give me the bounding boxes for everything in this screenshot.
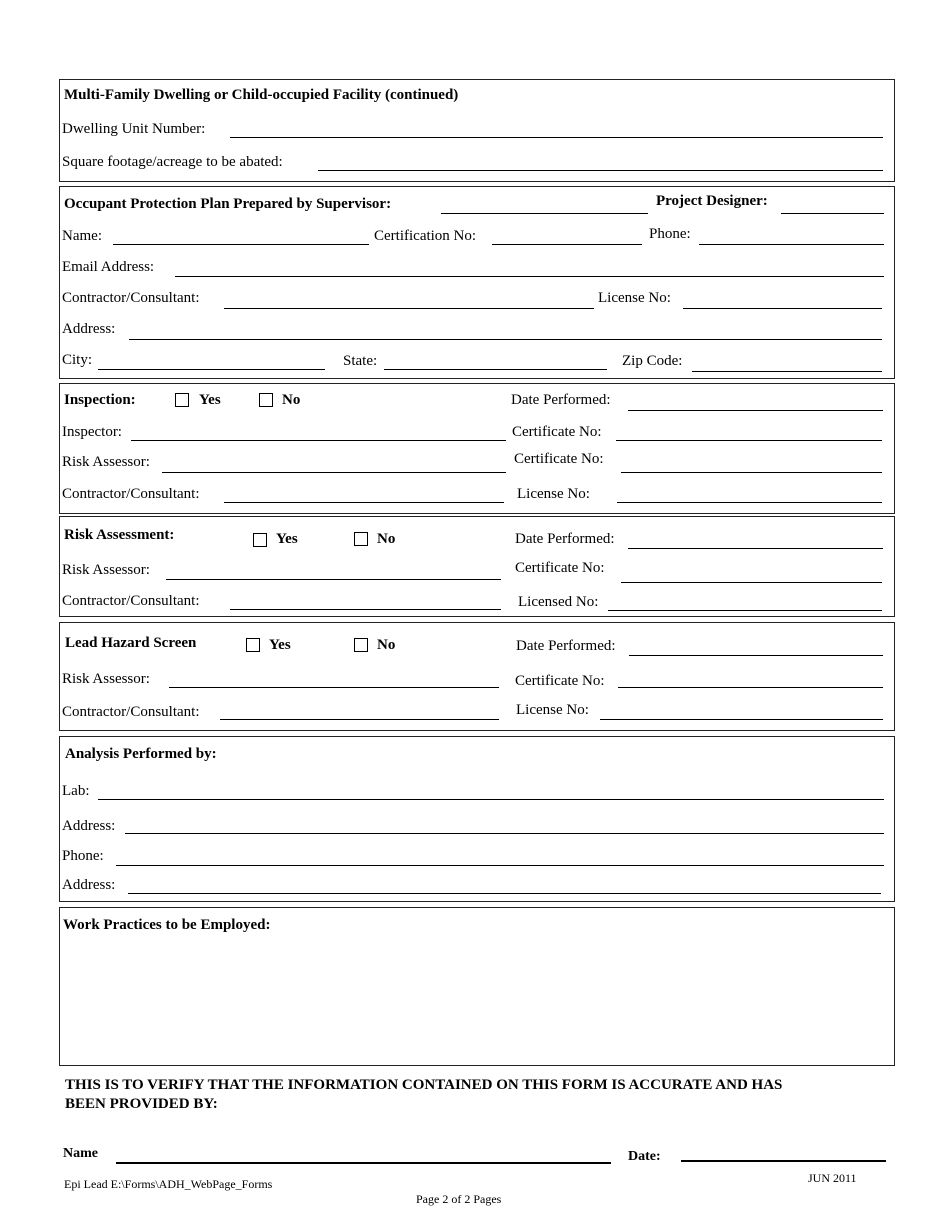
lead-cert-field[interactable] — [618, 687, 883, 688]
dwelling-unit-field[interactable] — [230, 137, 883, 138]
dwelling-unit-label: Dwelling Unit Number: — [62, 121, 206, 137]
risk-license-label: Licensed No: — [518, 594, 599, 610]
name-label: Name: — [62, 228, 102, 244]
email-label: Email Address: — [62, 259, 155, 275]
lead-license-label: License No: — [516, 702, 589, 718]
project-designer-field[interactable] — [781, 213, 884, 214]
state-field[interactable] — [384, 369, 607, 370]
risk-license-field[interactable] — [608, 610, 882, 611]
inspection-contractor-label: Contractor/Consultant: — [62, 486, 200, 502]
inspection-yes-checkbox[interactable] — [175, 393, 189, 407]
city-label: City: — [62, 352, 93, 368]
signature-name-field[interactable] — [116, 1162, 611, 1164]
supervisor-field[interactable] — [441, 213, 648, 214]
inspection-contractor-field[interactable] — [224, 502, 504, 503]
risk-yes-checkbox[interactable] — [253, 533, 267, 547]
contractor-field[interactable] — [224, 308, 594, 309]
lab-address-field[interactable] — [125, 833, 884, 834]
lab-field[interactable] — [98, 799, 884, 800]
address-label: Address: — [62, 321, 116, 337]
inspector-certificate-label: Certificate No: — [512, 424, 602, 440]
city-field[interactable] — [98, 369, 325, 370]
phone-field[interactable] — [699, 244, 884, 245]
lead-date-label: Date Performed: — [516, 638, 616, 654]
inspection-yes-label: Yes — [199, 392, 221, 408]
lead-risk-label: Risk Assessor: — [62, 671, 150, 687]
certification-label: Certification No: — [374, 228, 477, 244]
contractor-label: Contractor/Consultant: — [62, 290, 200, 306]
risk-cert-label: Certificate No: — [515, 560, 605, 576]
section-title-lead-hazard: Lead Hazard Screen — [65, 635, 197, 651]
zip-field[interactable] — [692, 371, 882, 372]
section-title-occupant-protection: Occupant Protection Plan Prepared by Supervisor: — [64, 196, 392, 212]
lead-risk-field[interactable] — [169, 687, 499, 688]
inspection-date-field[interactable] — [628, 410, 883, 411]
footer-revision-date: JUN 2011 — [808, 1171, 857, 1185]
name-field[interactable] — [113, 244, 369, 245]
risk-certificate-label: Certificate No: — [514, 451, 604, 467]
section-title-multifamily: Multi-Family Dwelling or Child-occupied Facility (continued) — [64, 87, 459, 103]
footer-path: Epi Lead E:\Forms\ADH_WebPage_Forms — [64, 1177, 273, 1191]
section-title-analysis: Analysis Performed by: — [65, 746, 217, 762]
section-occupant-protection — [59, 186, 895, 379]
lab-address2-label: Address: — [62, 877, 116, 893]
address-field[interactable] — [129, 339, 882, 340]
risk-no-label: No — [377, 531, 396, 547]
risk-assessor-field[interactable] — [162, 472, 506, 473]
certification-field[interactable] — [492, 244, 642, 245]
license-field[interactable] — [683, 308, 882, 309]
inspection-date-label: Date Performed: — [511, 392, 611, 408]
lab-phone-field[interactable] — [116, 865, 884, 866]
lead-contractor-label: Contractor/Consultant: — [62, 704, 200, 720]
lead-date-field[interactable] — [629, 655, 883, 656]
signature-date-label: Date: — [628, 1149, 661, 1164]
risk-date-label: Date Performed: — [515, 531, 615, 547]
risk-contractor-field[interactable] — [230, 609, 501, 610]
section-title-work-practices: Work Practices to be Employed: — [63, 917, 271, 933]
lead-yes-label: Yes — [269, 637, 291, 653]
inspection-license-label: License No: — [517, 486, 590, 502]
inspection-no-label: No — [282, 392, 301, 408]
project-designer-label: Project Designer: — [656, 193, 768, 209]
risk-assessor2-label: Risk Assessor: — [62, 562, 150, 578]
risk-certificate-field[interactable] — [621, 472, 882, 473]
email-field[interactable] — [175, 276, 884, 277]
risk-contractor-label: Contractor/Consultant: — [62, 593, 200, 609]
lead-no-checkbox[interactable] — [354, 638, 368, 652]
lab-label: Lab: — [62, 783, 90, 799]
lead-license-field[interactable] — [600, 719, 883, 720]
signature-date-field[interactable] — [681, 1160, 886, 1162]
phone-label: Phone: — [649, 226, 691, 242]
lab-address-label: Address: — [62, 818, 116, 834]
inspection-license-field[interactable] — [617, 502, 882, 503]
section-title-inspection: Inspection: — [64, 392, 136, 408]
risk-date-field[interactable] — [628, 548, 883, 549]
lab-phone-label: Phone: — [62, 848, 104, 864]
license-label: License No: — [598, 290, 671, 306]
lab-address2-field[interactable] — [128, 893, 881, 894]
verify-statement-line1: THIS IS TO VERIFY THAT THE INFORMATION CONTAINED ON THIS FORM IS ACCURATE AND HAS — [65, 1077, 783, 1093]
inspector-field[interactable] — [131, 440, 506, 441]
section-title-risk-assessment: Risk Assessment: — [64, 527, 175, 543]
zip-label: Zip Code: — [622, 353, 683, 369]
lead-yes-checkbox[interactable] — [246, 638, 260, 652]
lead-cert-label: Certificate No: — [515, 673, 605, 689]
risk-yes-label: Yes — [276, 531, 298, 547]
lead-no-label: No — [377, 637, 396, 653]
risk-assessor-label: Risk Assessor: — [62, 454, 150, 470]
square-footage-field[interactable] — [318, 170, 883, 171]
state-label: State: — [343, 353, 378, 369]
inspector-label: Inspector: — [62, 424, 122, 440]
signature-name-label: Name — [63, 1146, 98, 1161]
footer-page-number: Page 2 of 2 Pages — [416, 1192, 502, 1206]
verify-statement-line2: BEEN PROVIDED BY: — [65, 1096, 218, 1112]
risk-assessor2-field[interactable] — [166, 579, 501, 580]
square-footage-label: Square footage/acreage to be abated: — [62, 154, 283, 170]
inspector-certificate-field[interactable] — [616, 440, 882, 441]
lead-contractor-field[interactable] — [220, 719, 499, 720]
risk-cert-field[interactable] — [621, 582, 882, 583]
inspection-no-checkbox[interactable] — [259, 393, 273, 407]
risk-no-checkbox[interactable] — [354, 532, 368, 546]
